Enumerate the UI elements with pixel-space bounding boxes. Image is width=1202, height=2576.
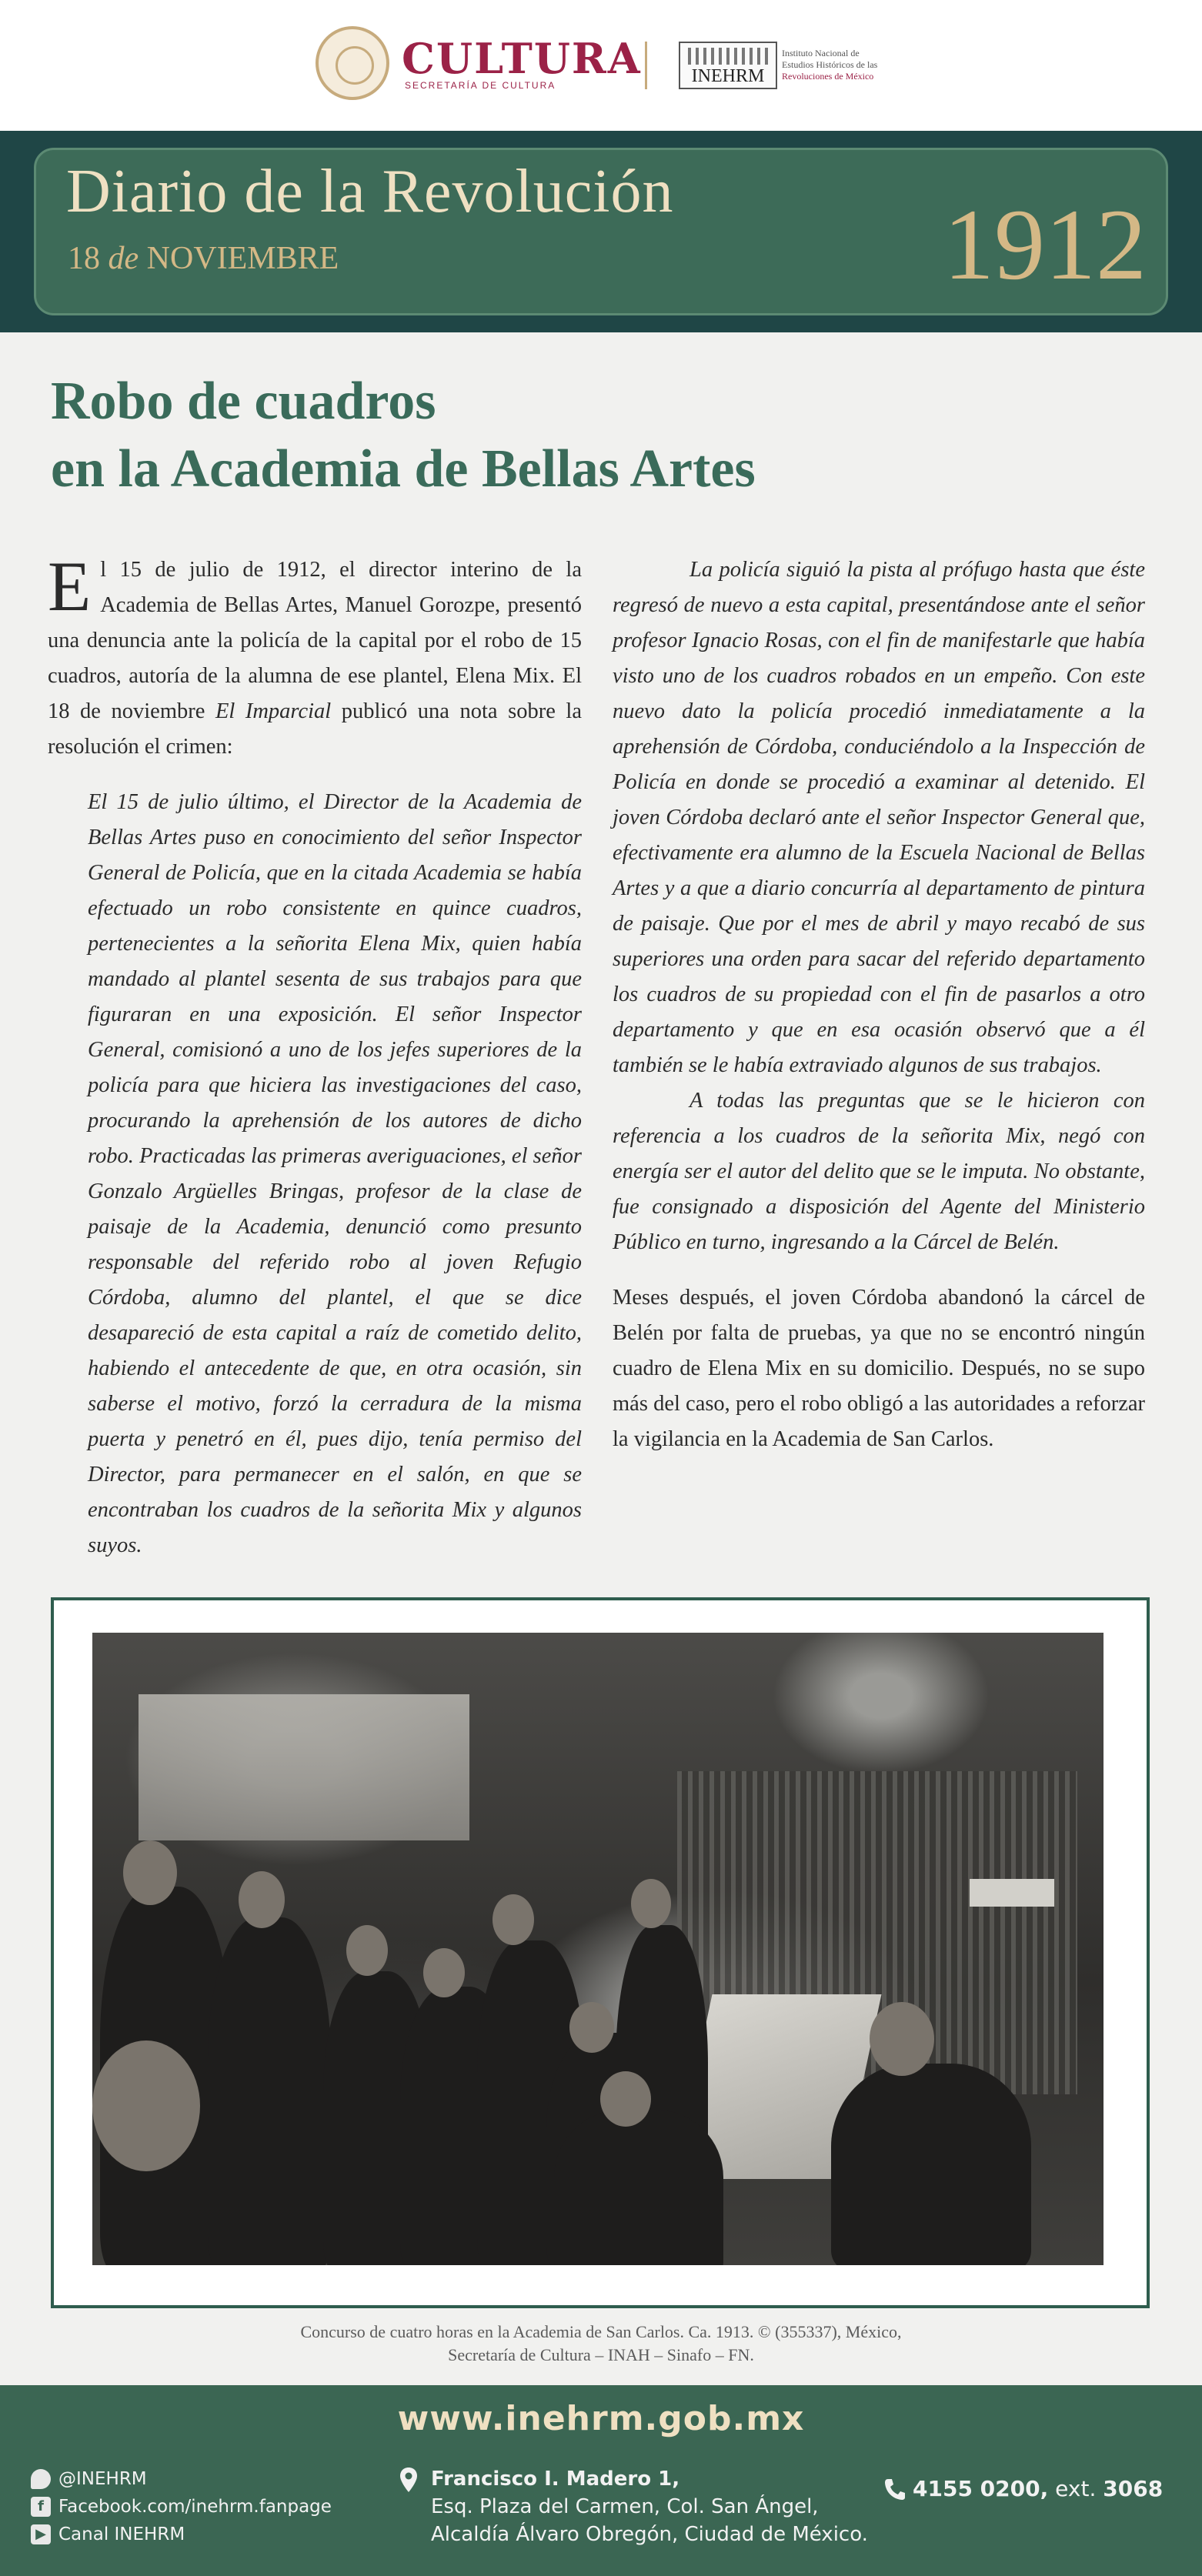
photo-caption xyxy=(92,2321,1110,2367)
header-title: Diario de la Revolución xyxy=(66,158,674,225)
historical-photo xyxy=(92,1633,1104,2265)
phone-main: 4155 0200, xyxy=(913,2476,1049,2501)
facebook-icon: f xyxy=(31,2497,51,2517)
newspaper-name: El Imparcial xyxy=(215,699,332,723)
facebook-link[interactable] xyxy=(31,2493,332,2521)
photo-figure xyxy=(831,2064,1031,2265)
header-day: 18 xyxy=(68,241,100,276)
quote-right-paragraph: La policía siguió la pista al prófugo hasta que éste regresó de nuevo a esta capital, presentándose ante el señor profesor Ignacio Rosas, con el fin de manifestarle que había visto uno de los cuadros robados en un empeño. Con este nuevo dato la policía procedió inmediatamente a la aprehensión de Córdoba, conduciéndolo a la Inspección de Policía en donde se procedió a examinar al detenido. El joven Córdoba declaró ante el señor Inspector General que, efectivamente era alumno de la Escuela Nacional de Bellas Artes y a que a diario concurría al departamento de pintura de paisaje. Que por el mes de abril y mayo recabó de sus superiores una orden para sacar del referido departamento los cuadros de su propiedad con el fin de pasarlos a otro departamento y que en esa ocasión observó que a él también se le había extraviado algunos de sus trabajos. xyxy=(613,558,1145,1077)
social-links xyxy=(31,2465,332,2548)
article-intro xyxy=(48,547,583,765)
photo-relief-panel xyxy=(139,1694,469,1840)
mexico-seal-icon xyxy=(316,26,389,100)
header-year: 1912 xyxy=(943,188,1147,301)
article-title-line: en la Academia de Bellas Artes xyxy=(51,439,756,499)
youtube-icon: ▶ xyxy=(31,2524,51,2544)
photo-head xyxy=(346,1925,388,1976)
phone-ext-label: ext. xyxy=(1055,2476,1097,2501)
twitter-icon xyxy=(31,2469,51,2489)
logo-divider xyxy=(645,42,647,89)
phone-number[interactable] xyxy=(913,2476,1163,2501)
photo-head xyxy=(239,1871,285,1928)
website-link[interactable]: www.inehrm.gob.mx xyxy=(397,2399,805,2438)
twitter-handle: @INEHRM xyxy=(58,2469,147,2489)
article-title-line: Robo de cuadros xyxy=(51,372,436,431)
photo-head xyxy=(123,1840,177,1905)
intro-text: publicó una nota sobre la resolución el crimen: xyxy=(48,699,583,759)
header-month: NOVIEMBRE xyxy=(146,241,339,276)
closing-paragraph: Meses después, el joven Córdoba abandonó la cárcel de Belén por falta de pruebas, ya que no se encontró ningún cuadro de Elena Mix en su domicilio. Después, no se supo más del caso, pero el robo obligó a las autoridades a reforzar la vigilancia en la Academia de San Carlos. xyxy=(613,1286,1145,1451)
photo-head xyxy=(870,2002,934,2076)
inehrm-logo: INEHRM xyxy=(691,66,765,86)
header-date xyxy=(68,240,339,277)
photo-sign xyxy=(970,1879,1054,1907)
intro-text: l 15 de julio de 1912, el director interino de la Academia de Bellas Artes, Manuel Gorozpe, presentó una denuncia ante la policía de la capital por el robo de 15 cuadros, autoría de la alumna de ese plantel, Elena Mix. El 18 de noviembre xyxy=(48,558,582,723)
phone-icon xyxy=(883,2478,905,2501)
article-left-column xyxy=(48,547,583,1563)
photo-figure xyxy=(208,1917,331,2265)
inehrm-desc-line: Estudios Históricos de las xyxy=(782,59,878,70)
quote-left: El 15 de julio último, el Director de la Academia de Bellas Artes puso en conocimiento del señor Inspector General de Policía, que en la citada Academia se había efectuado un robo consistente en quince cuadros, pertenecientes a la señorita Elena Mix, quien había mandado al plantel sesenta de sus trabajos para que figuraran en una exposición. El señor Inspector General, comisionó a uno de los jefes superiores de la policía para que hiciera las investigaciones del caso, procurando la aprehensión de los autores de dicho robo. Practicadas las primeras averiguaciones, el señor Gonzalo Argüelles Bringas, profesor de la clase de paisaje de la Academia, denunció como presunto responsable del referido robo al joven Refugio Córdoba, alumno del plantel, el que se dice desapareció de esta capital a raíz de cometido delito, habiendo el antecedente de que, en otra ocasión, sin saberse el motivo, forzó la cerradura de la misma puerta y penetró en él, pues dijo, tenía permiso del Director, para permanecer en el salón, en que se encontraban los cuadros de la señorita Mix y algunos suyos. xyxy=(88,790,582,1557)
youtube-channel: Canal INEHRM xyxy=(58,2524,185,2544)
photo-head xyxy=(631,1879,671,1928)
article-title xyxy=(51,368,1128,503)
cultura-subtitle: SECRETARÍA DE CULTURA xyxy=(405,80,556,91)
inehrm-desc-line: Revoluciones de México xyxy=(782,71,874,82)
header-de: de xyxy=(108,241,139,276)
photo-figure xyxy=(554,2110,723,2265)
article-right-column xyxy=(613,552,1145,1457)
address-line: Alcaldía Álvaro Obregón, Ciudad de México. xyxy=(431,2523,868,2546)
photo-caption-line: Concurso de cuatro horas en la Academia de San Carlos. Ca. 1913. © (355337), México, xyxy=(300,2322,902,2341)
photo-head xyxy=(92,2040,200,2171)
inehrm-description xyxy=(782,48,877,82)
photo-head xyxy=(492,1894,534,1945)
facebook-url: Facebook.com/inehrm.fanpage xyxy=(58,2497,332,2517)
drop-cap: E xyxy=(48,547,92,626)
youtube-link[interactable] xyxy=(31,2521,332,2548)
address xyxy=(431,2465,868,2548)
inehrm-desc-line: Instituto Nacional de xyxy=(782,48,860,58)
photo-head xyxy=(569,2002,614,2053)
photo-caption-line: Secretaría de Cultura – INAH – Sinafo – FN. xyxy=(448,2345,754,2364)
quote-right-paragraph: A todas las preguntas que se le hicieron con referencia a los cuadros de la señorita Mix, negó con energía ser el autor del delito que se le imputa. No obstante, fue consignado a disposición del Agente del Ministerio Público en turno, ingresando a la Cárcel de Belén. xyxy=(613,1089,1145,1254)
photo-head xyxy=(600,2071,651,2127)
cultura-logo: CULTURA xyxy=(402,34,642,83)
address-line: Esq. Plaza del Carmen, Col. San Ángel, xyxy=(431,2495,819,2518)
phone-ext: 3068 xyxy=(1103,2476,1164,2501)
photo-head xyxy=(423,1948,465,1997)
twitter-link[interactable] xyxy=(31,2465,332,2493)
address-line: Francisco I. Madero 1, xyxy=(431,2468,680,2491)
location-pin-icon xyxy=(399,2467,419,2493)
